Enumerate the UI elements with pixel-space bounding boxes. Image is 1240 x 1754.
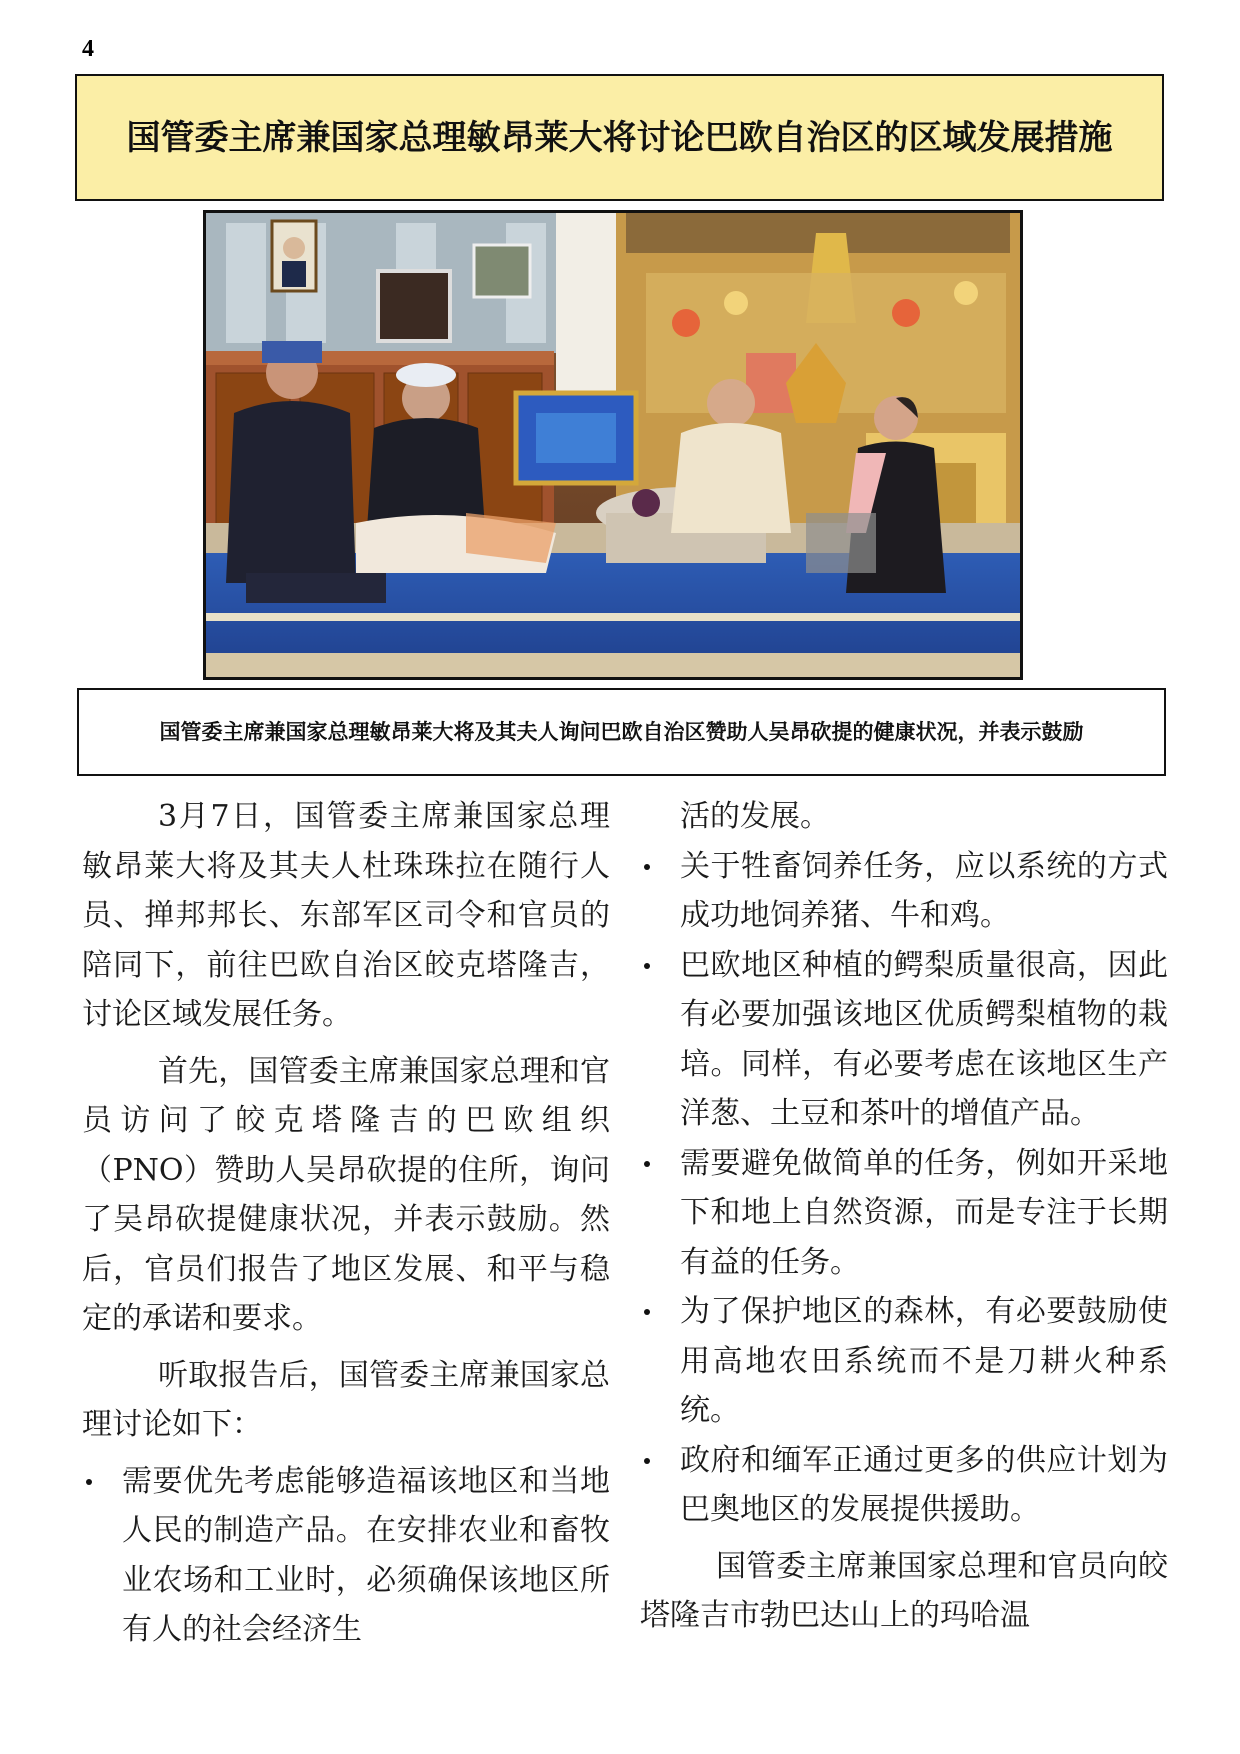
article-column-left	[82, 792, 610, 1662]
article-paragraph: 国管委主席兼国家总理和官员向皎塔隆吉市勃巴达山上的玛哈温	[640, 1548, 1168, 1633]
news-photo	[203, 210, 1023, 680]
article-headline: 国管委主席兼国家总理敏昂莱大将讨论巴欧自治区的区域发展措施	[126, 117, 1113, 158]
discussion-bullet-list	[82, 1457, 610, 1655]
article-paragraph: 3月7日，国管委主席兼国家总理敏昂莱大将及其夫人杜珠珠拉在随行人员、掸邦邦长、东部军区司令和官员的陪同下，前往巴欧自治区皎克塔隆吉，讨论区域发展任务。	[82, 799, 610, 1032]
article-column-right	[640, 792, 1168, 1641]
caption-box	[77, 688, 1166, 776]
discussion-bullet-item: 为了保护地区的森林，有必要鼓励使用高地农田系统而不是刀耕火种系统。	[640, 1287, 1168, 1436]
page-number: 4	[82, 36, 94, 62]
headline-box	[75, 74, 1164, 201]
discussion-bullet-item: 关于牲畜饲养任务，应以系统的方式成功地饲养猪、牛和鸡。	[640, 842, 1168, 941]
discussion-bullet-item: 巴欧地区种植的鳄梨质量很高，因此有必要加强该地区优质鳄梨植物的栽培。同样，有必要考虑在该地区生产洋葱、土豆和茶叶的增值产品。	[640, 941, 1168, 1139]
article-paragraph: 首先，国管委主席兼国家总理和官员访问了皎克塔隆吉的巴欧组织（PNO）赞助人吴昂砍提的住所，询问了吴昂砍提健康状况，并表示鼓励。然后，官员们报告了地区发展、和平与稳定的承诺和要求。	[82, 1053, 610, 1336]
bullet-continuation: 活的发展。	[680, 799, 830, 834]
discussion-bullet-item: 需要优先考虑能够造福该地区和当地人民的制造产品。在安排农业和畜牧业农场和工业时，必须确保该地区所有人的社会经济生	[82, 1457, 610, 1655]
article-paragraph: 听取报告后，国管委主席兼国家总理讨论如下：	[82, 1357, 610, 1442]
discussion-bullet-list	[640, 842, 1168, 1535]
discussion-bullet-item: 需要避免做简单的任务，例如开采地下和地上自然资源，而是专注于长期有益的任务。	[640, 1139, 1168, 1288]
photo-meeting-scene	[206, 213, 1020, 677]
discussion-bullet-item: 政府和缅军正通过更多的供应计划为巴奥地区的发展提供援助。	[640, 1436, 1168, 1535]
photo-caption: 国管委主席兼国家总理敏昂莱大将及其夫人询问巴欧自治区赞助人吴昂砍提的健康状况，并表示鼓励	[159, 719, 1084, 744]
